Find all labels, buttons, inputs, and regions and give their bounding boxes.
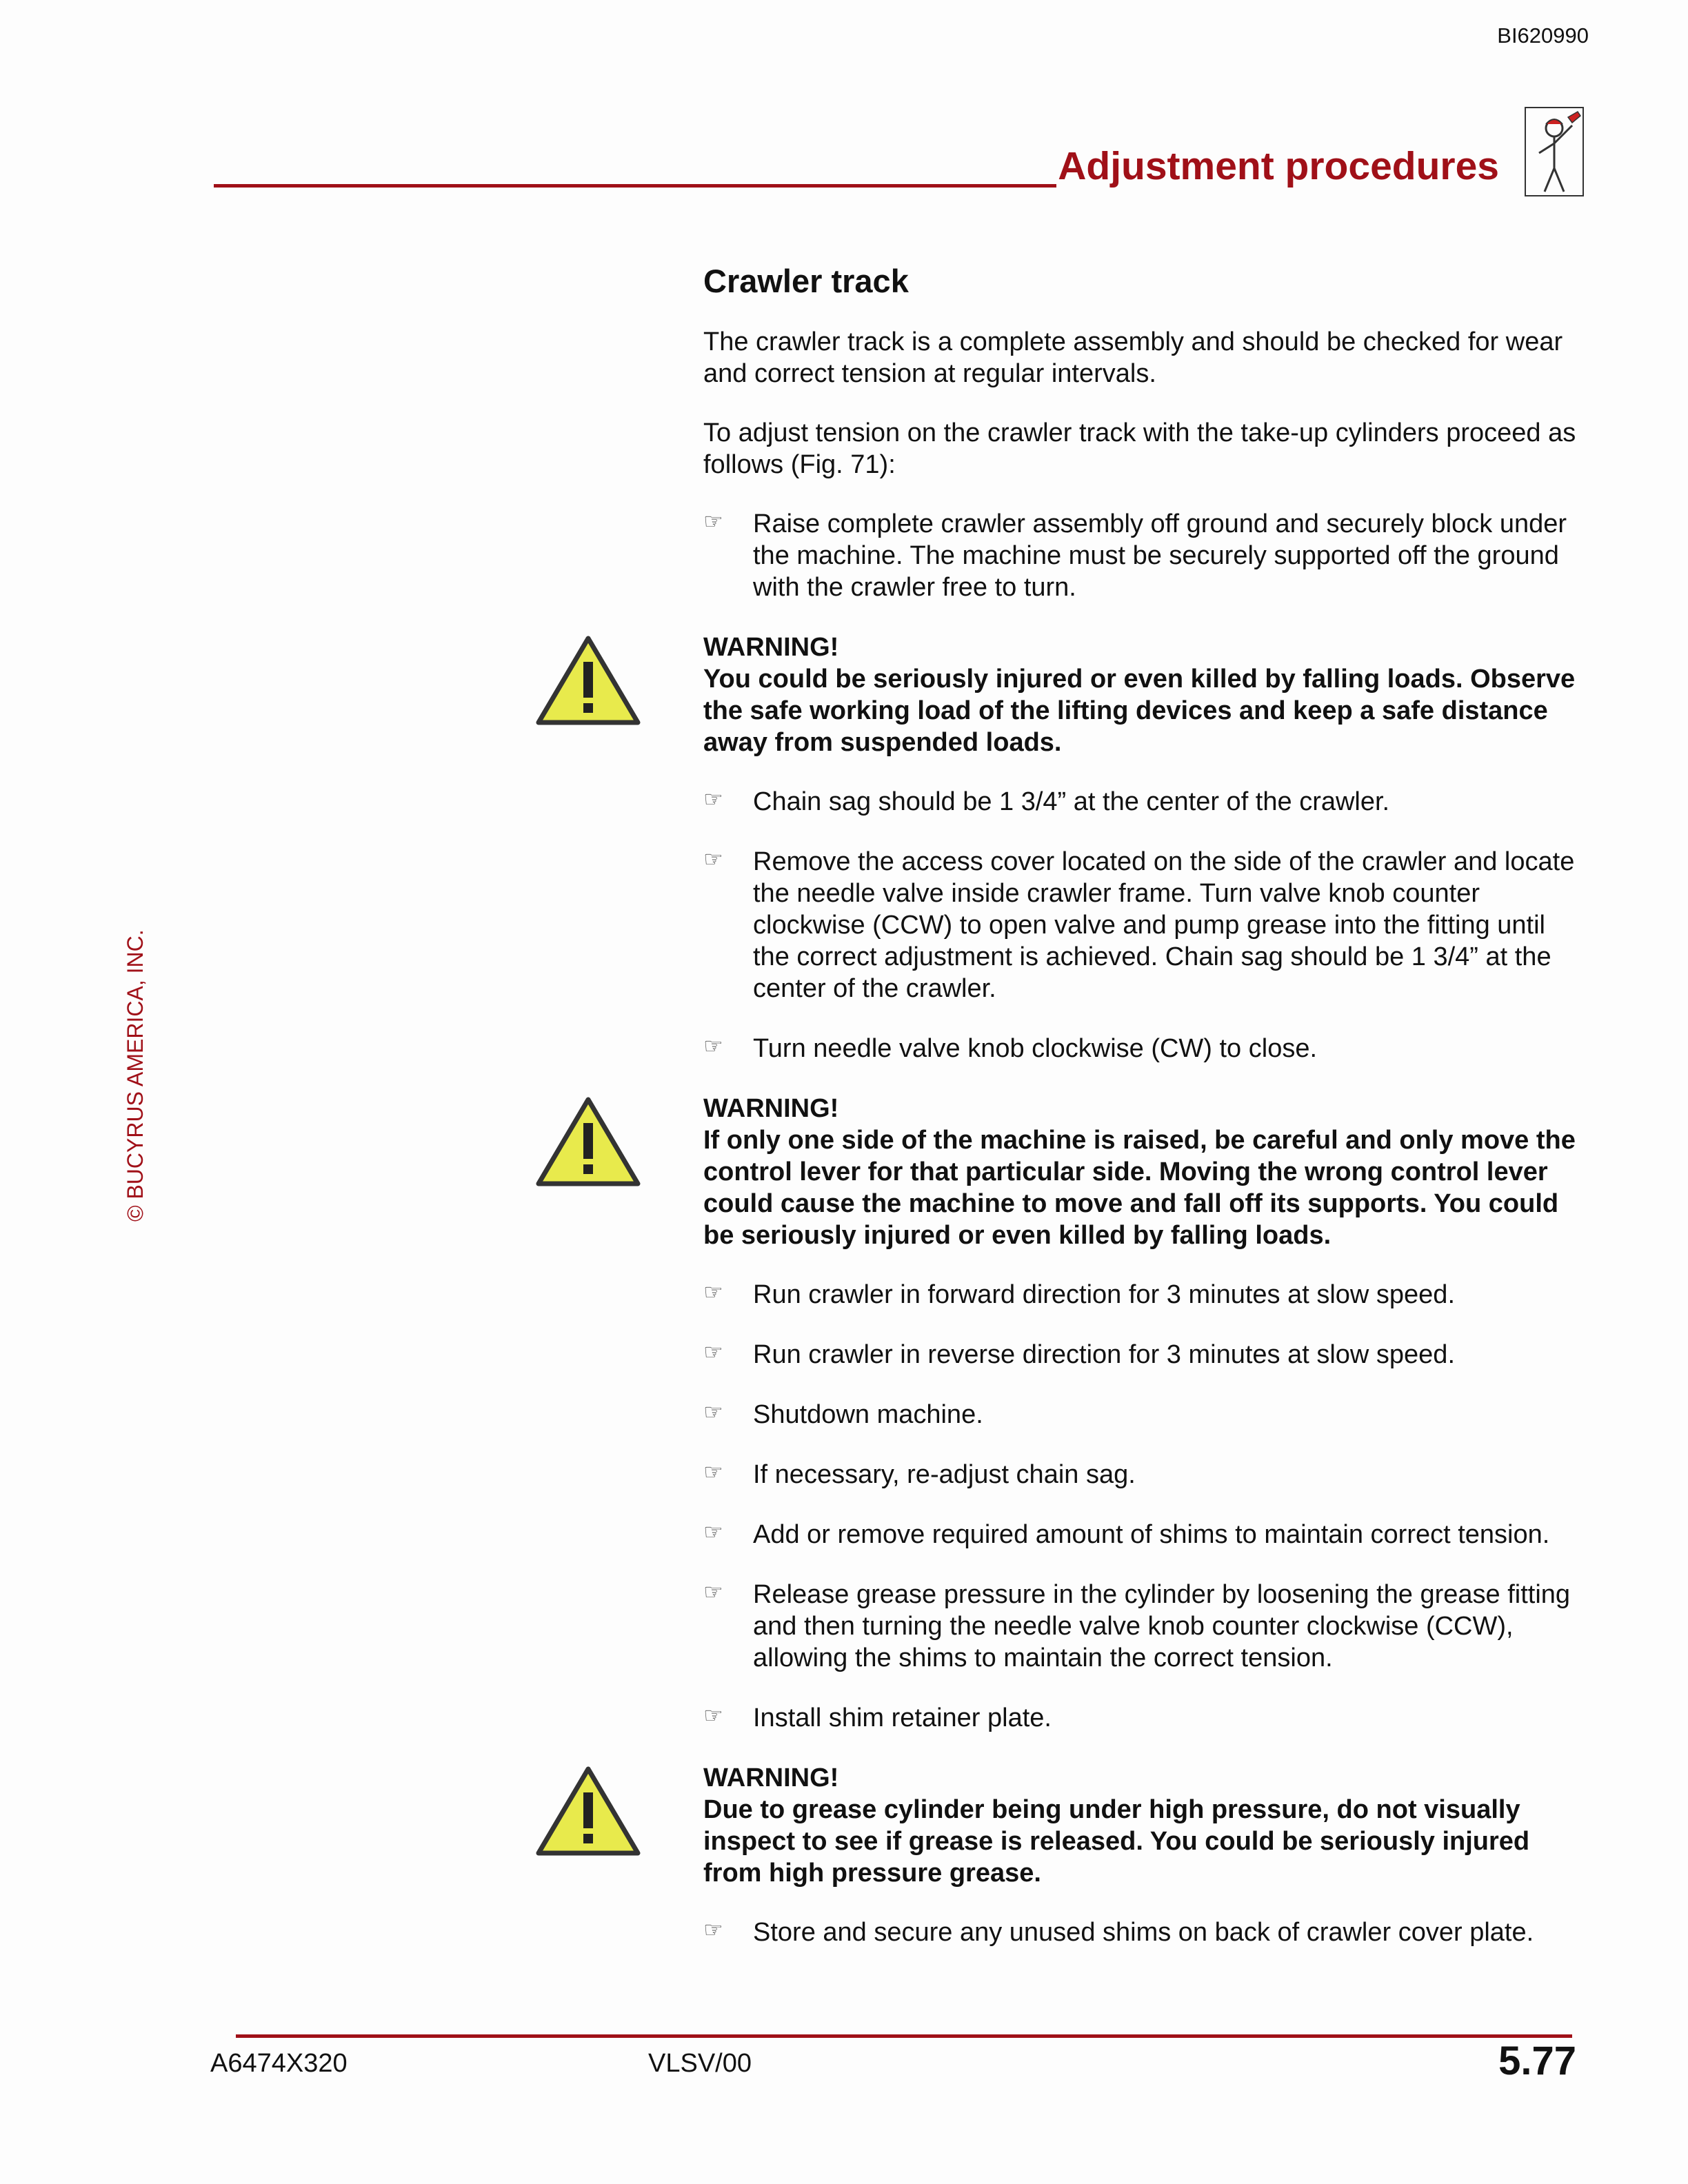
pointing-hand-icon: ☞: [703, 509, 723, 534]
pointing-hand-icon: ☞: [703, 1917, 723, 1942]
step-text: Raise complete crawler assembly off ground and securely block under the machine. The machine must be securely supported off the ground with the crawler free to turn.: [753, 509, 1567, 602]
step-text: Install shim retainer plate.: [753, 1703, 1052, 1732]
pointing-hand-icon: ☞: [703, 1703, 723, 1728]
section-title: Crawler track: [703, 263, 909, 299]
step-text: Turn needle valve knob clockwise (CW) to close.: [753, 1034, 1318, 1063]
step-item: [703, 1033, 1586, 1064]
warning-heading: WARNING!: [703, 633, 839, 662]
header-rule: [214, 184, 1056, 188]
step-item: [703, 846, 1586, 1004]
warning-triangle-icon: [534, 1095, 642, 1189]
step-item: [703, 786, 1586, 818]
step-text: Run crawler in reverse direction for 3 minutes at slow speed.: [753, 1340, 1456, 1369]
pointing-hand-icon: ☞: [703, 1339, 723, 1364]
step-text: Run crawler in forward direction for 3 minutes at slow speed.: [753, 1280, 1456, 1309]
footer-document-number: A6474X320: [210, 2049, 348, 2078]
step-text: Release grease pressure in the cylinder by loosening the grease fitting and then turning the needle valve knob counter clockwise (CCW), allowing the shims to maintain the correct tension.: [753, 1580, 1571, 1672]
pointing-hand-icon: ☞: [703, 1399, 723, 1424]
step-item: [703, 1702, 1586, 1734]
footer-revision: VLSV/00: [648, 2049, 752, 2078]
pointing-hand-icon: ☞: [703, 1459, 723, 1484]
pointing-hand-icon: ☞: [703, 847, 723, 871]
warning-block: [703, 631, 1586, 758]
pointing-hand-icon: ☞: [703, 1033, 723, 1058]
step-item: [703, 1339, 1586, 1371]
step-item: [703, 1459, 1586, 1490]
step-item: [703, 1917, 1586, 1948]
pointing-hand-icon: ☞: [703, 1579, 723, 1604]
step-text: Store and secure any unused shims on back of crawler cover plate.: [753, 1918, 1534, 1947]
warning-text: You could be seriously injured or even killed by falling loads. Observe the safe working load of the lifting devices and keep a safe distance away from suspended loads.: [703, 665, 1576, 757]
warning-text: If only one side of the machine is raised, be careful and only move the control lever for that particular side. Moving the wrong control lever could cause the machine to move and fall off its supports. You could be seriously injured or even killed by falling loads.: [703, 1126, 1576, 1250]
step-item: [703, 1399, 1586, 1430]
step-text: Chain sag should be 1 3/4” at the center of the crawler.: [753, 787, 1390, 816]
step-text: If necessary, re-adjust chain sag.: [753, 1460, 1136, 1489]
step-item: [703, 1579, 1586, 1674]
copyright-notice: © BUCYRUS AMERICA, INC.: [123, 929, 148, 1222]
step-item: [703, 1519, 1586, 1550]
intro-paragraph: The crawler track is a complete assembly and should be checked for wear and correct tension at regular intervals.: [703, 327, 1563, 388]
warning-block: [703, 1093, 1586, 1251]
page-title: Adjustment procedures: [1058, 144, 1499, 188]
pointing-hand-icon: ☞: [703, 1280, 723, 1304]
document-id: BI620990: [1497, 23, 1589, 48]
intro-paragraph: To adjust tension on the crawler track with the take-up cylinders proceed as follows (Fig. 71):: [703, 418, 1576, 479]
warning-heading: WARNING!: [703, 1094, 839, 1123]
mechanic-with-wrench-icon: [1523, 105, 1586, 199]
warning-block: [703, 1762, 1586, 1889]
step-text: Shutdown machine.: [753, 1400, 983, 1429]
pointing-hand-icon: ☞: [703, 787, 723, 811]
step-text: Remove the access cover located on the side of the crawler and locate the needle valve inside crawler frame. Turn valve knob counter clockwise (CCW) to open valve and pump grease into the fitting until the correct adjustment is achieved. Chain sag should be 1 3/4” at the center of the crawler.: [753, 847, 1575, 1003]
step-item: [703, 508, 1586, 603]
pointing-hand-icon: ☞: [703, 1519, 723, 1544]
section-crawler-track: [703, 262, 1586, 1976]
warning-triangle-icon: [534, 634, 642, 728]
warning-triangle-icon: [534, 1765, 642, 1859]
step-item: [703, 1279, 1586, 1311]
page-number: 5.77: [1498, 2039, 1576, 2083]
warning-text: Due to grease cylinder being under high pressure, do not visually inspect to see if grease is released. You could be seriously injured from high pressure grease.: [703, 1795, 1530, 1888]
footer-rule: [236, 2034, 1572, 2038]
step-text: Add or remove required amount of shims to maintain correct tension.: [753, 1520, 1550, 1549]
warning-heading: WARNING!: [703, 1763, 839, 1792]
